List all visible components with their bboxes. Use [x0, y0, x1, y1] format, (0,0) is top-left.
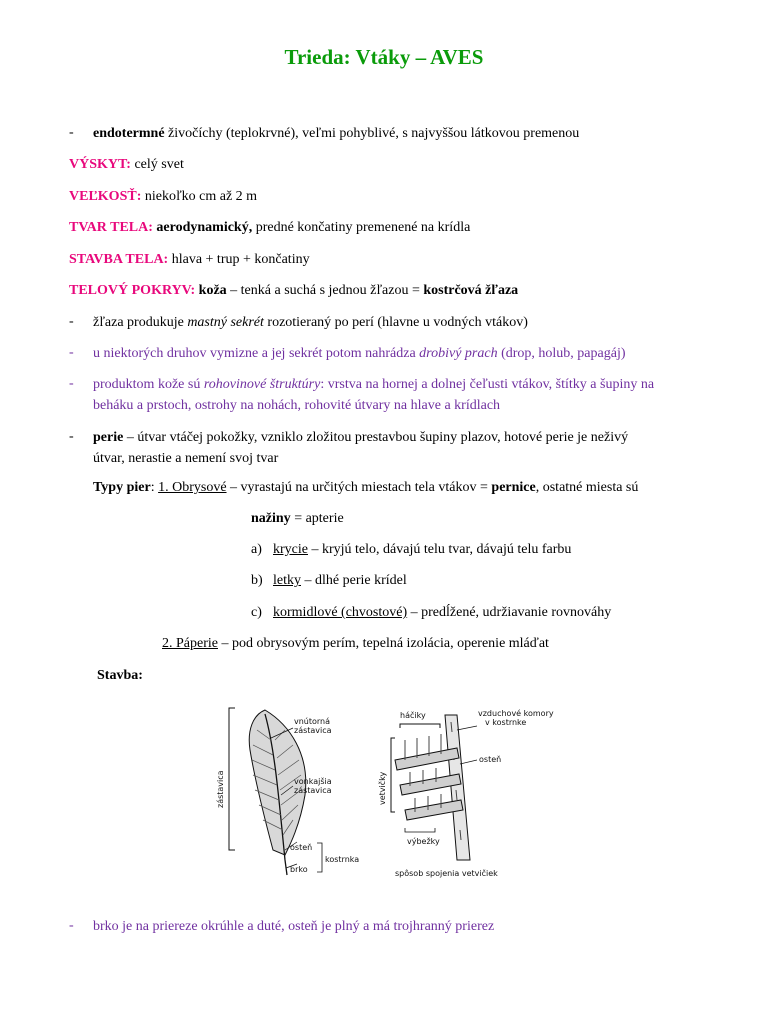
- stavba-label: [97, 667, 143, 685]
- paperie-heading: 2. Páperie: [162, 636, 218, 651]
- intro-bold: endotermné: [93, 126, 165, 141]
- label-osten-2: osteň: [479, 755, 502, 764]
- velkost-text: niekoľko cm až 2 m: [141, 189, 258, 204]
- brko-line: brko je na priereze okrúhle a duté, osteň je plný a má trojhranný prierez: [93, 919, 495, 934]
- produktom-text-1: produktom kože sú: [93, 377, 204, 392]
- list-item: [273, 604, 611, 622]
- stavba-tela-line: [69, 251, 310, 269]
- intro-text: živočíchy (teplokrvné), veľmi pohyblivé, s najvyššou látkovou premenou: [164, 126, 580, 141]
- zlaza-text-1: žľaza produkuje: [93, 315, 188, 330]
- typy-text-2: , ostatné miesta sú: [535, 480, 639, 495]
- tvar-bold: aerodynamický,: [152, 220, 253, 235]
- vyskyt-line: [69, 156, 184, 174]
- list-item: [273, 572, 407, 590]
- tvar-label: TVAR TELA:: [69, 220, 153, 235]
- typy-label: Typy pier: [93, 480, 151, 495]
- label-vetvicky: vetvičky: [378, 771, 387, 805]
- vyskyt-label: VÝSKYT:: [69, 157, 131, 172]
- typy-colon: :: [150, 480, 159, 495]
- label-vnutorna-2: zástavica: [294, 726, 332, 735]
- label-vnutorna-1: vnútorná: [294, 717, 331, 726]
- naziny-bold: nažiny: [251, 511, 291, 526]
- label-zastavica: zástavica: [216, 770, 225, 808]
- perie-text: – útvar vtáčej pokožky, vzniklo zložitou prestavbou šupiny plazov, hotové perie je neživý: [123, 430, 629, 445]
- zlaza-italic: mastný sekrét: [187, 315, 264, 330]
- niektorych-text-1: u niektorých druhov vymizne a jej sekrét potom nahrádza: [93, 346, 420, 361]
- label-vonkajsia-1: vonkajšia: [294, 777, 332, 786]
- bullet-dash: -: [69, 125, 74, 140]
- stavba-tela-label: STAVBA TELA:: [69, 252, 169, 267]
- obrysove-heading: 1. Obrysové: [158, 480, 227, 495]
- bullet-dash: -: [69, 429, 74, 444]
- pokryv-label: TELOVÝ POKRYV:: [69, 283, 196, 298]
- label-vzduchove-2: v kostrnke: [485, 718, 527, 727]
- list-item: [273, 541, 571, 559]
- produktom-line-2: beháku a prstoch, ostrohy na nohách, rohovité útvary na hlave a krídlach: [93, 398, 501, 413]
- typy-text-1: – vyrastajú na určitých miestach tela vtákov =: [226, 480, 492, 495]
- bullet-dash: -: [69, 314, 74, 329]
- pokryv-text: – tenká a suchá s jednou žľazou =: [226, 283, 424, 298]
- list-item-term: letky: [273, 573, 301, 588]
- paperie-line: [162, 635, 549, 653]
- label-sposob: spôsob spojenia vetvičiek: [395, 869, 498, 878]
- perie-line-2: útvar, nerastie a nemení svoj tvar: [93, 451, 279, 466]
- velkost-label: VEĽKOSŤ:: [69, 189, 142, 204]
- list-letter: a): [251, 542, 262, 557]
- label-vonkajsia-2: zástavica: [294, 786, 332, 795]
- zlaza-text-2: rozotieraný po perí (hlavne u vodných vtákov): [263, 315, 528, 330]
- naziny-line: [251, 510, 344, 528]
- stavba-tela-text: hlava + trup + končatiny: [168, 252, 310, 267]
- label-kostrnka: kostrnka: [325, 855, 360, 864]
- label-vzduchove-1: vzduchové komory: [478, 709, 554, 718]
- produktom-text-2: : vrstva na hornej a dolnej čeľusti vtákov, štítky a šupiny na: [320, 377, 655, 392]
- niektorych-line: [93, 345, 626, 363]
- list-item-term: kormidlové (chvostové): [273, 605, 408, 620]
- perie-bold: perie: [93, 430, 124, 445]
- produktom-italic: rohovinové štruktúry: [203, 377, 321, 392]
- list-item-text: – predĺžené, udržiavanie rovnováhy: [407, 605, 612, 620]
- label-haciky: háčiky: [400, 711, 426, 720]
- list-letter: b): [251, 573, 263, 588]
- velkost-line: [69, 188, 257, 206]
- pokryv-line: [69, 282, 518, 300]
- typy-line: [93, 479, 638, 497]
- bullet-dash: -: [69, 918, 74, 933]
- list-item-text: – dlhé perie krídel: [301, 573, 407, 588]
- perie-line-1: [93, 429, 628, 447]
- list-letter: c): [251, 605, 262, 620]
- pernice-bold: pernice: [491, 480, 536, 495]
- label-vybezky: výbežky: [407, 837, 440, 846]
- page-title: Trieda: Vtáky – AVES: [284, 45, 484, 69]
- niektorych-text-2: (drop, holub, papagáj): [497, 346, 626, 361]
- vyskyt-text: celý svet: [130, 157, 184, 172]
- tvar-text: predné končatiny premenené na krídla: [252, 220, 471, 235]
- paperie-text: – pod obrysovým perím, tepelná izolácia, operenie mláďat: [217, 636, 549, 651]
- zlaza-line: [93, 314, 528, 332]
- pokryv-bold-2: kostrčová žľaza: [423, 283, 519, 298]
- tvar-line: [69, 219, 470, 237]
- stavba-heading: Stavba:: [97, 668, 143, 683]
- intro-line: [93, 125, 579, 143]
- list-item-term: krycie: [273, 542, 308, 557]
- naziny-text: = apterie: [290, 511, 344, 526]
- bullet-dash: -: [69, 376, 74, 391]
- feather-structure-figure: [195, 700, 555, 890]
- produktom-line-1: [93, 376, 654, 394]
- label-brko: brko: [290, 865, 308, 874]
- label-osten: osteň: [290, 843, 313, 852]
- list-item-text: – kryjú telo, dávajú telu tvar, dávajú telu farbu: [307, 542, 572, 557]
- niektorych-italic: drobivý prach: [419, 346, 498, 361]
- pokryv-bold-1: koža: [195, 283, 227, 298]
- bullet-dash: -: [69, 345, 74, 360]
